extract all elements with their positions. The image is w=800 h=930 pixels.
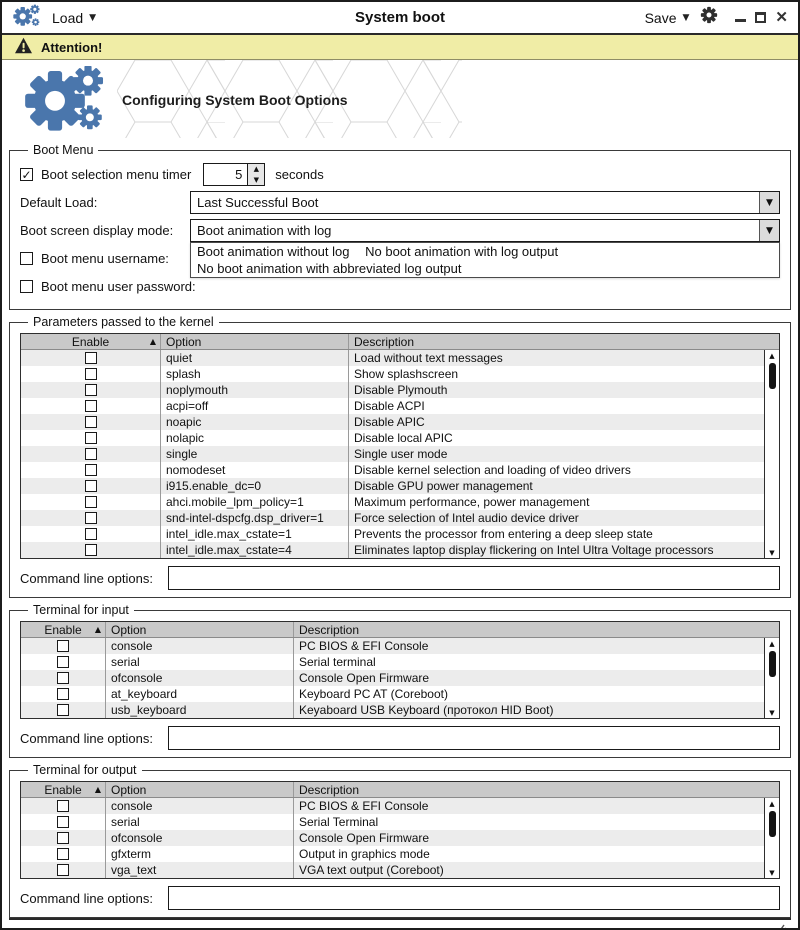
row-option: ofconsole <box>106 830 294 846</box>
vertical-scrollbar[interactable] <box>764 350 779 558</box>
vertical-scrollbar[interactable] <box>764 798 779 878</box>
row-option: snd-intel-dspcfg.dsp_driver=1 <box>161 510 349 526</box>
scroll-up-icon[interactable]: ▲ <box>769 799 775 808</box>
stepper-up-icon[interactable]: ▲ <box>253 165 259 174</box>
row-option: ofconsole <box>106 670 294 686</box>
dropdown-option[interactable]: No boot animation with log output <box>365 244 559 259</box>
table-row[interactable] <box>21 430 779 446</box>
row-enable-checkbox[interactable] <box>57 688 69 700</box>
row-description: Serial terminal <box>299 655 376 669</box>
page-title: System boot <box>354 9 445 26</box>
row-enable-checkbox[interactable] <box>85 480 97 492</box>
row-description: Output in graphics mode <box>299 847 430 861</box>
row-option: vga_text <box>106 862 294 878</box>
row-option: ahci.mobile_lpm_policy=1 <box>161 494 349 510</box>
row-option: single <box>161 446 349 462</box>
row-description: Disable GPU power management <box>354 479 533 493</box>
row-description: Disable Plymouth <box>354 383 448 397</box>
table-row[interactable] <box>21 670 779 686</box>
row-enable-checkbox[interactable] <box>85 528 97 540</box>
display-mode-value: Boot animation with log <box>197 223 332 238</box>
row-enable-checkbox[interactable] <box>85 368 97 380</box>
stepper-down-icon[interactable]: ▼ <box>253 175 259 184</box>
scroll-down-icon[interactable]: ▼ <box>769 548 775 557</box>
dropdown-option[interactable]: No boot animation with abbreviated log output <box>197 261 462 276</box>
table-row[interactable] <box>21 510 779 526</box>
close-button-icon[interactable]: ✕ <box>775 9 788 26</box>
row-enable-checkbox[interactable] <box>57 832 69 844</box>
row-enable-checkbox[interactable] <box>85 416 97 428</box>
row-option: nomodeset <box>161 462 349 478</box>
table-row[interactable] <box>21 702 779 718</box>
row-enable-checkbox[interactable] <box>57 656 69 668</box>
row-option: console <box>106 798 294 814</box>
table-row[interactable] <box>21 686 779 702</box>
table-row[interactable] <box>21 366 779 382</box>
row-option: acpi=off <box>161 398 349 414</box>
terminal-input-legend: Terminal for input <box>33 603 129 617</box>
default-load-value: Last Successful Boot <box>197 195 319 210</box>
table-row[interactable] <box>21 814 779 830</box>
row-option: nolapic <box>161 430 349 446</box>
load-menu-button[interactable] <box>52 10 96 26</box>
column-header-enable[interactable]: Enable ▲ <box>21 334 161 349</box>
timer-seconds-value: 5 <box>235 167 243 182</box>
table-row[interactable] <box>21 830 779 846</box>
row-option: serial <box>106 654 294 670</box>
boot-timer-label: Boot selection menu timer <box>41 167 192 182</box>
table-row[interactable] <box>21 382 779 398</box>
table-row[interactable] <box>21 846 779 862</box>
row-description: VGA text output (Coreboot) <box>299 863 444 877</box>
cmdline-label: Command line options: <box>20 570 153 586</box>
row-option: noplymouth <box>161 382 349 398</box>
scrollbar-thumb[interactable] <box>769 651 776 677</box>
terminal-input-cmdline-input[interactable] <box>168 726 780 750</box>
status-bar <box>9 918 791 930</box>
minimize-button-icon[interactable] <box>735 19 746 22</box>
scrollbar-thumb[interactable] <box>769 363 776 389</box>
dropdown-option[interactable]: Boot animation without log <box>197 244 350 259</box>
row-description: Disable kernel selection and loading of video drivers <box>354 463 631 477</box>
title-bar <box>2 2 798 35</box>
terminal-output-group <box>9 763 791 918</box>
terminal-input-group <box>9 603 791 758</box>
row-option: console <box>106 638 294 654</box>
column-header-option[interactable]: Option <box>161 334 349 349</box>
settings-gear-icon[interactable] <box>699 5 719 30</box>
chevron-down-icon[interactable]: ▼ <box>759 192 779 213</box>
row-description: PC BIOS & EFI Console <box>299 799 429 813</box>
terminal-input-table <box>20 621 780 719</box>
table-row[interactable] <box>21 350 779 366</box>
default-load-select[interactable] <box>190 191 780 214</box>
scroll-down-icon[interactable]: ▼ <box>769 868 775 877</box>
app-logo-gears-icon <box>12 2 42 33</box>
load-menu-label: Load <box>52 9 84 26</box>
row-description: Disable ACPI <box>354 399 425 413</box>
boot-menu-username-checkbox[interactable] <box>20 252 33 265</box>
attention-banner <box>2 35 798 60</box>
attention-label: Attention! <box>41 39 103 55</box>
row-enable-checkbox[interactable] <box>85 352 97 364</box>
row-description: Single user mode <box>354 447 448 461</box>
table-row[interactable] <box>21 478 779 494</box>
kernel-params-group <box>9 315 791 598</box>
table-row[interactable] <box>21 862 779 878</box>
column-header-description[interactable]: Description <box>299 622 360 637</box>
table-row[interactable] <box>21 398 779 414</box>
sort-ascending-icon: ▲ <box>94 625 101 634</box>
row-enable-checkbox[interactable] <box>85 432 97 444</box>
boot-menu-legend: Boot Menu <box>33 143 94 157</box>
row-enable-checkbox[interactable] <box>57 672 69 684</box>
maximize-button-icon[interactable] <box>755 12 766 23</box>
row-enable-checkbox[interactable] <box>57 848 69 860</box>
display-mode-dropdown-list <box>190 242 780 278</box>
table-row[interactable] <box>21 638 779 654</box>
row-enable-checkbox[interactable] <box>57 640 69 652</box>
sort-ascending-icon: ▲ <box>94 785 101 794</box>
column-header-option[interactable]: Option <box>106 622 294 637</box>
scroll-up-icon[interactable]: ▲ <box>769 351 775 360</box>
boot-menu-password-checkbox[interactable] <box>20 280 33 293</box>
boot-menu-group <box>9 143 791 310</box>
header-banner <box>2 60 798 138</box>
cmdline-label: Command line options: <box>20 730 153 746</box>
table-row[interactable] <box>21 446 779 462</box>
row-description: Disable local APIC <box>354 431 453 445</box>
scroll-down-icon[interactable]: ▼ <box>769 708 775 717</box>
display-mode-label: Boot screen display mode: <box>20 223 174 238</box>
row-option: serial <box>106 814 294 830</box>
scroll-up-icon[interactable]: ▲ <box>769 639 775 648</box>
column-header-enable[interactable]: Enable ▲ <box>21 622 106 637</box>
boot-options-gears-icon <box>24 66 108 137</box>
row-option: splash <box>161 366 349 382</box>
resize-grip[interactable] <box>775 920 787 930</box>
kernel-cmdline-input[interactable] <box>168 566 780 590</box>
row-option: usb_keyboard <box>106 702 294 718</box>
terminal-output-cmdline-input[interactable] <box>168 886 780 910</box>
timer-seconds-stepper[interactable] <box>203 163 265 186</box>
row-option: intel_idle.max_cstate=1 <box>161 526 349 542</box>
table-row[interactable] <box>21 542 779 558</box>
row-enable-checkbox[interactable] <box>57 800 69 812</box>
warning-triangle-icon <box>14 37 33 57</box>
row-description: Keyboard PC AT (Coreboot) <box>299 687 448 701</box>
save-menu-label: Save <box>644 9 677 26</box>
row-option: i915.enable_dc=0 <box>161 478 349 494</box>
row-option: quiet <box>161 350 349 366</box>
row-option: intel_idle.max_cstate=4 <box>161 542 349 558</box>
chevron-down-icon: ▼ <box>89 12 97 23</box>
row-description: Console Open Firmware <box>299 671 430 685</box>
kernel-params-legend: Parameters passed to the kernel <box>33 315 214 329</box>
column-header-option[interactable]: Option <box>106 782 294 797</box>
row-option: gfxterm <box>106 846 294 862</box>
kernel-params-table <box>20 333 780 559</box>
scrollbar-thumb[interactable] <box>769 811 776 837</box>
default-load-label: Default Load: <box>20 195 98 210</box>
table-row[interactable] <box>21 526 779 542</box>
row-enable-checkbox[interactable] <box>85 400 97 412</box>
chevron-down-icon[interactable]: ▼ <box>759 220 779 241</box>
timer-unit-label: seconds <box>275 167 324 182</box>
row-description: Force selection of Intel audio device driver <box>354 511 579 525</box>
row-option: at_keyboard <box>106 686 294 702</box>
column-header-description[interactable]: Description <box>354 334 415 349</box>
table-row[interactable] <box>21 654 779 670</box>
banner-title: Configuring System Boot Options <box>122 92 348 108</box>
row-enable-checkbox[interactable] <box>57 816 69 828</box>
column-header-description[interactable]: Description <box>299 782 360 797</box>
row-description: Maximum performance, power management <box>354 495 590 509</box>
row-option: noapic <box>161 414 349 430</box>
table-row[interactable] <box>21 462 779 478</box>
boot-menu-username-label: Boot menu username: <box>41 251 169 266</box>
boot-timer-checkbox[interactable]: ✓ <box>21 167 32 182</box>
row-enable-checkbox[interactable] <box>85 464 97 476</box>
row-description: PC BIOS & EFI Console <box>299 639 429 653</box>
row-description: Show splashscreen <box>354 367 459 381</box>
boot-menu-password-label: Boot menu user password: <box>41 279 196 294</box>
row-enable-checkbox[interactable] <box>85 512 97 524</box>
row-description: Prevents the processor from entering a deep sleep state <box>354 527 653 541</box>
row-description: Console Open Firmware <box>299 831 430 845</box>
row-enable-checkbox[interactable] <box>57 864 69 876</box>
row-description: Keyaboard USB Keyboard (протокол HID Boot) <box>299 703 554 717</box>
terminal-output-legend: Terminal for output <box>33 763 137 777</box>
vertical-scrollbar[interactable] <box>764 638 779 718</box>
row-description: Disable APIC <box>354 415 425 429</box>
row-description: Load without text messages <box>354 351 503 365</box>
cmdline-label: Command line options: <box>20 890 153 906</box>
row-enable-checkbox[interactable] <box>85 496 97 508</box>
sort-ascending-icon: ▲ <box>149 337 156 346</box>
table-row[interactable] <box>21 414 779 430</box>
chevron-down-icon: ▼ <box>682 12 690 23</box>
table-row[interactable] <box>21 798 779 814</box>
row-enable-checkbox[interactable] <box>85 384 97 396</box>
row-description: Serial Terminal <box>299 815 379 829</box>
terminal-output-table <box>20 781 780 879</box>
save-menu-button[interactable] <box>645 10 690 26</box>
table-row[interactable] <box>21 494 779 510</box>
row-enable-checkbox[interactable] <box>85 544 97 556</box>
column-header-enable[interactable]: Enable ▲ <box>21 782 106 797</box>
row-enable-checkbox[interactable] <box>85 448 97 460</box>
display-mode-select[interactable] <box>190 219 780 242</box>
row-enable-checkbox[interactable] <box>57 704 69 716</box>
row-description: Eliminates laptop display flickering on Intel Ultra Voltage processors <box>354 543 714 557</box>
